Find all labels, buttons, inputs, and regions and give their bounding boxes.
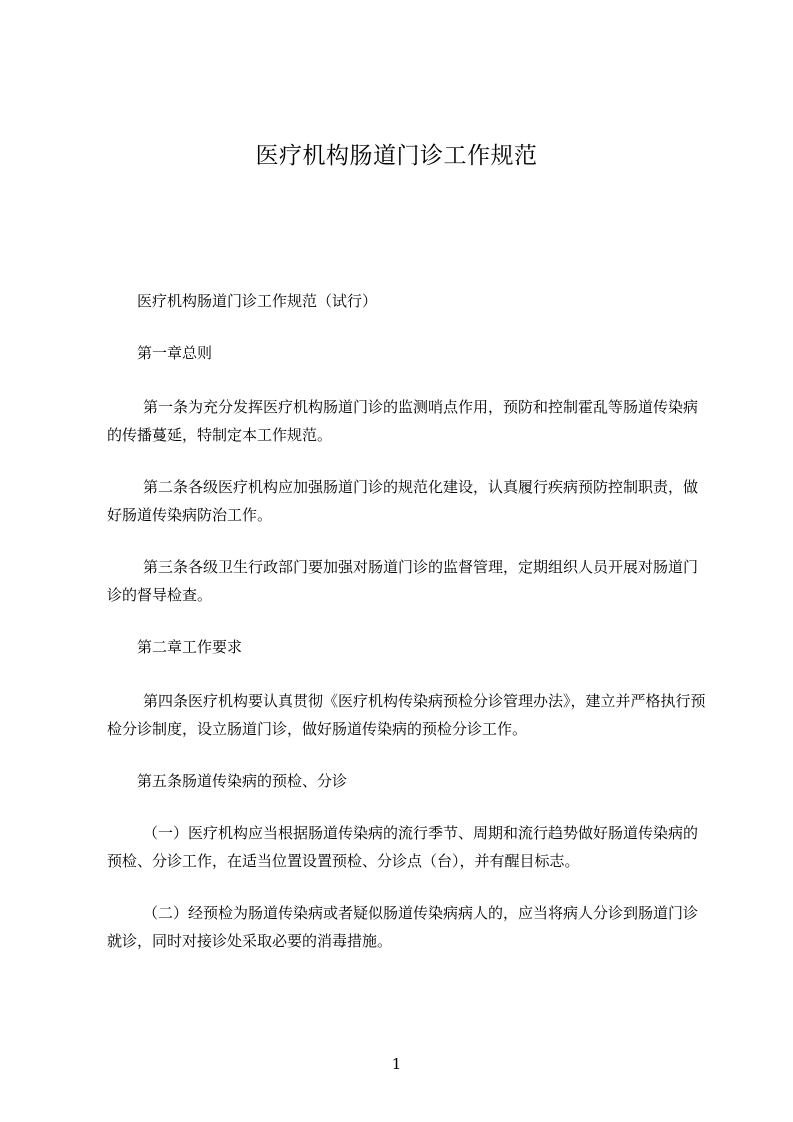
article-paragraph: 第三条各级卫生行政部门要加强对肠道门诊的监督管理，定期组织人员开展对肠道门诊的督导检查。 — [107, 558, 699, 604]
clause-paragraph: （二）经预检为肠道传染病或者疑似肠道传染病病人的，应当将病人分诊到肠道门诊就诊，同时对接诊处采取必要的消毒措施。 — [107, 904, 699, 950]
subtitle-paragraph: 医疗机构肠道门诊工作规范（试行） — [137, 292, 378, 310]
article-paragraph: 第一条为充分发挥医疗机构肠道门诊的监测哨点作用，预防和控制霍乱等肠道传染病的传播蔓延，特制定本工作规范。 — [107, 398, 699, 444]
chapter-heading: 第二章工作要求 — [137, 638, 243, 656]
article-paragraph: 第二条各级医疗机构应加强肠道门诊的规范化建设，认真履行疾病预防控制职责，做好肠道传染病防治工作。 — [107, 478, 699, 524]
article-paragraph: 第四条医疗机构要认真贯彻《医疗机构传染病预检分诊管理办法》，建立并严格执行预检分诊制度，设立肠道门诊，做好肠道传染病的预检分诊工作。 — [107, 692, 706, 738]
chapter-heading: 第一章总则 — [137, 344, 213, 362]
document-title: 医疗机构肠道门诊工作规范 — [255, 143, 538, 169]
article-paragraph: 第五条肠道传染病的预检、分诊 — [137, 772, 348, 790]
page-number: 1 — [391, 1055, 402, 1073]
clause-paragraph: （一）医疗机构应当根据肠道传染病的流行季节、周期和流行趋势做好肠道传染病的预检、分诊工作，在适当位置设置预检、分诊点（台），并有醒目标志。 — [107, 824, 699, 870]
